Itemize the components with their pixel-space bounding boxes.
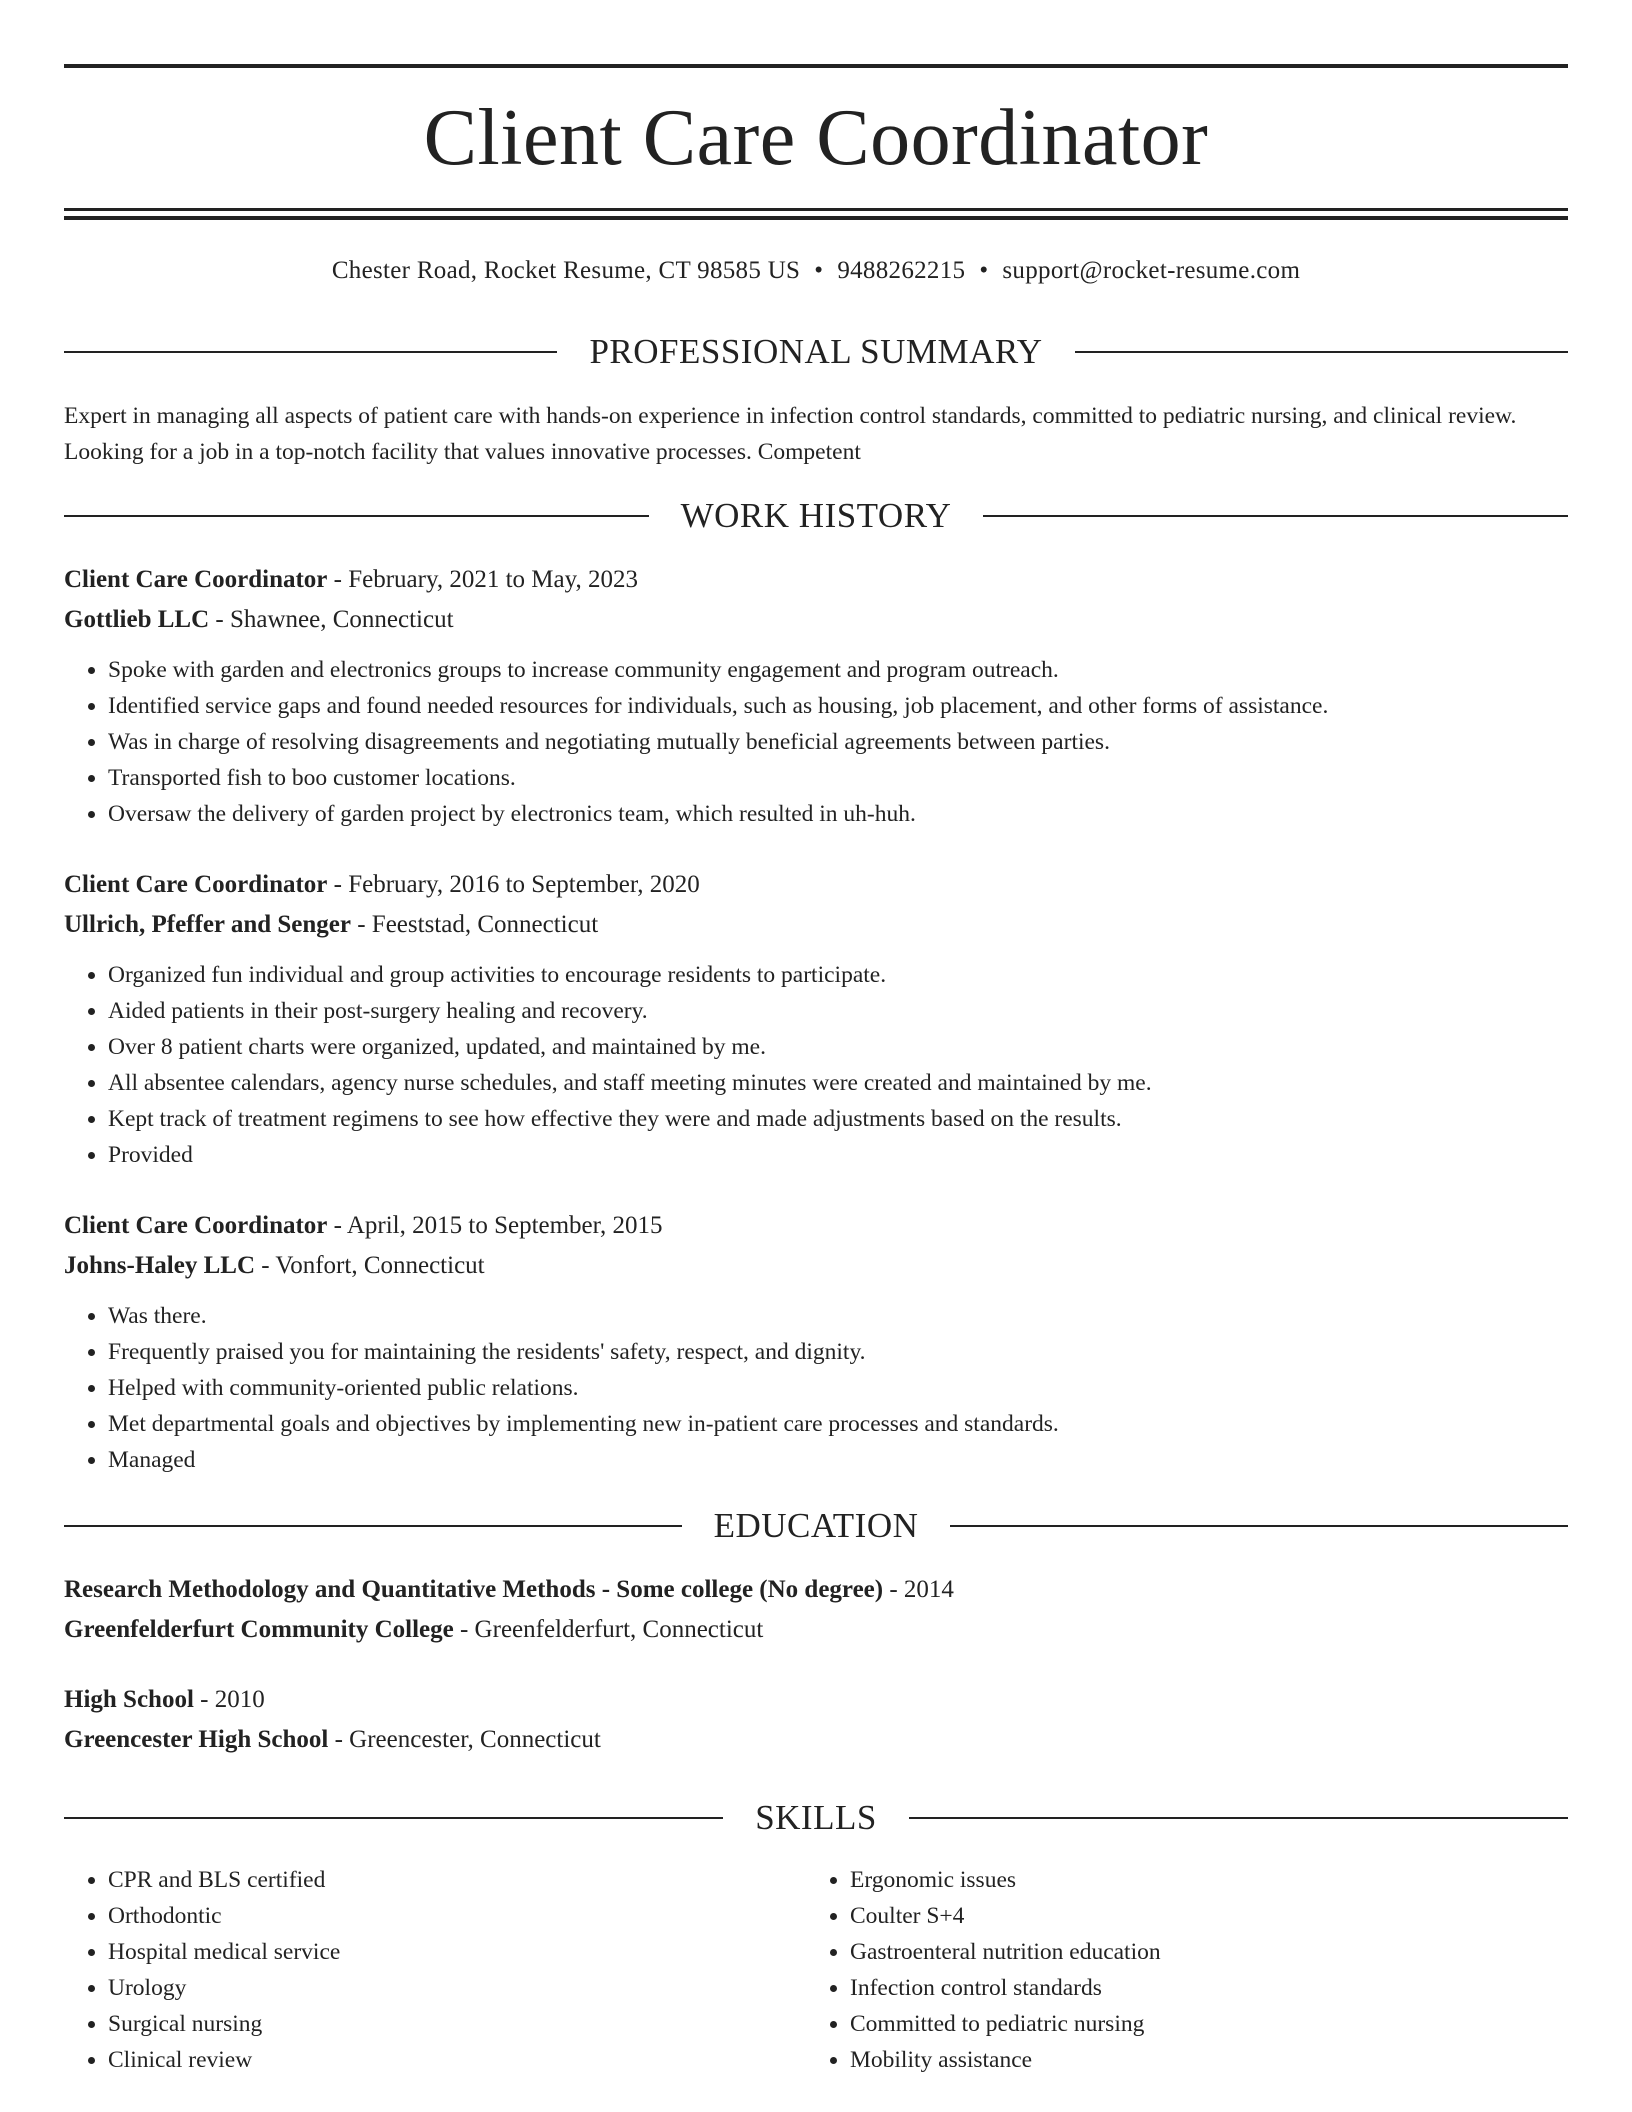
job-bullet: • Kept track of treatment regimens to see how effective they were and made adjustments based on the results. — [108, 1101, 1568, 1137]
skill-item: • Mobility assistance — [850, 2042, 1548, 2078]
education-year: - 2014 — [883, 1576, 954, 1603]
job-bullet: • Transported fish to boo customer locations. — [108, 760, 1568, 796]
skill-item: • Urology — [108, 1970, 806, 2006]
heading-rule — [64, 1817, 723, 1819]
job-bullets — [64, 957, 1568, 1173]
skill-item: • CPR and BLS certified — [108, 1862, 806, 1898]
education-school: Greencester High School — [64, 1726, 329, 1753]
job-location: - Feeststad, Connecticut — [350, 911, 599, 938]
job-role: Client Care Coordinator — [64, 566, 328, 593]
skill-item: • Coulter S+4 — [850, 1898, 1548, 1934]
contact-separator: • — [979, 257, 989, 284]
job-company-line — [64, 600, 1568, 640]
job-bullet: • Was in charge of resolving disagreements and negotiating mutually beneficial agreements between parties. — [108, 724, 1568, 760]
heading-rule — [983, 515, 1568, 517]
resume-title: Client Care Coordinator — [423, 94, 1209, 182]
job-bullet: • Identified service gaps and found needed resources for individuals, such as housing, job placement, and other forms of assistance. — [108, 688, 1568, 724]
contact-separator: • — [814, 257, 824, 284]
job-title-line — [64, 560, 1568, 600]
header-double-rule-upper — [64, 208, 1568, 211]
job-bullet: • Oversaw the delivery of garden project by electronics team, which resulted in uh-huh. — [108, 796, 1568, 832]
job-bullet: • Over 8 patient charts were organized, updated, and maintained by me. — [108, 1029, 1568, 1065]
job-bullet: • Provided — [108, 1137, 1568, 1173]
education-location: - Greencester, Connecticut — [328, 1726, 601, 1753]
heading-rule — [64, 515, 649, 517]
job-bullet: • Frequently praised you for maintaining the residents' safety, respect, and dignity. — [108, 1334, 1568, 1370]
heading-rule — [64, 1525, 682, 1527]
job-role: Client Care Coordinator — [64, 1212, 328, 1239]
job-bullet: • Organized fun individual and group activities to encourage residents to participate. — [108, 957, 1568, 993]
job-bullets — [64, 1298, 1568, 1478]
contact-address: Chester Road, Rocket Resume, CT 98585 US — [331, 257, 801, 284]
section-heading-summary — [64, 330, 1568, 374]
heading-rule — [909, 1817, 1568, 1819]
education-school-line — [64, 1610, 1568, 1650]
skill-item: • Gastroenteral nutrition education — [850, 1934, 1548, 1970]
section-heading-skills — [64, 1796, 1568, 1840]
section-title: WORK HISTORY — [680, 496, 952, 535]
skill-item: • Ergonomic issues — [850, 1862, 1548, 1898]
job-title-line — [64, 1206, 1568, 1246]
job-entry — [64, 560, 1568, 832]
skills-list — [64, 1862, 1568, 2078]
section-title: PROFESSIONAL SUMMARY — [589, 332, 1043, 371]
job-dates: - April, 2015 to September, 2015 — [327, 1212, 663, 1239]
job-bullet: • Spoke with garden and electronics groups to increase community engagement and program outreach. — [108, 652, 1568, 688]
skill-item: • Orthodontic — [108, 1898, 806, 1934]
job-bullet: • Was there. — [108, 1298, 1568, 1334]
job-dates: - February, 2021 to May, 2023 — [327, 566, 639, 593]
job-company: Johns-Haley LLC — [64, 1252, 256, 1279]
contact-phone: 9488262215 — [837, 257, 966, 284]
education-location: - Greenfelderfurt, Connecticut — [453, 1616, 764, 1643]
education-school-line — [64, 1720, 1568, 1760]
job-bullets — [64, 652, 1568, 832]
contact-email: support@rocket-resume.com — [1002, 257, 1301, 284]
job-bullet: • All absentee calendars, agency nurse schedules, and staff meeting minutes were created and maintained by me. — [108, 1065, 1568, 1101]
section-heading-education — [64, 1504, 1568, 1548]
job-company-line — [64, 1246, 1568, 1286]
education-degree: High School — [64, 1686, 194, 1713]
job-role: Client Care Coordinator — [64, 871, 328, 898]
skill-item: • Hospital medical service — [108, 1934, 806, 1970]
heading-rule — [1075, 351, 1568, 353]
education-degree-line — [64, 1680, 1568, 1720]
skills-column-left — [64, 1862, 806, 2078]
job-bullet: • Met departmental goals and objectives by implementing new in-patient care processes and standards. — [108, 1406, 1568, 1442]
heading-rule — [950, 1525, 1568, 1527]
skill-item: • Clinical review — [108, 2042, 806, 2078]
education-degree: Research Methodology and Quantitative Methods - Some college (No degree) — [64, 1576, 884, 1603]
job-company: Gottlieb LLC — [64, 606, 210, 633]
skill-item: • Infection control standards — [850, 1970, 1548, 2006]
skill-item: • Committed to pediatric nursing — [850, 2006, 1548, 2042]
job-company: Ullrich, Pfeffer and Senger — [64, 911, 351, 938]
skills-column-right — [806, 1862, 1548, 2078]
header-double-rule-lower — [64, 216, 1568, 220]
job-bullet: • Managed — [108, 1442, 1568, 1478]
job-entry — [64, 865, 1568, 1173]
education-year: - 2010 — [193, 1686, 265, 1713]
job-company-line — [64, 905, 1568, 945]
job-location: - Vonfort, Connecticut — [255, 1252, 485, 1279]
job-entry — [64, 1206, 1568, 1478]
summary-text: Expert in managing all aspects of patient care with hands-on experience in infection control standards, committed to pediatric nursing, and clinical review. Looking for a job in a top-notch facility that values innovative processes. Competent — [64, 403, 1517, 465]
education-entry — [64, 1680, 1568, 1760]
job-bullet: • Helped with community-oriented public relations. — [108, 1370, 1568, 1406]
section-heading-work-history — [64, 494, 1568, 538]
header-top-rule — [64, 64, 1568, 68]
skill-item: • Surgical nursing — [108, 2006, 806, 2042]
education-degree-line — [64, 1570, 1568, 1610]
contact-line — [64, 254, 1568, 288]
education-school: Greenfelderfurt Community College — [64, 1616, 454, 1643]
job-dates: - February, 2016 to September, 2020 — [327, 871, 700, 898]
section-title: EDUCATION — [713, 1506, 919, 1545]
job-bullet: • Aided patients in their post-surgery healing and recovery. — [108, 993, 1568, 1029]
education-entry — [64, 1570, 1568, 1650]
section-title: SKILLS — [755, 1798, 877, 1837]
job-location: - Shawnee, Connecticut — [209, 606, 454, 633]
job-title-line — [64, 865, 1568, 905]
heading-rule — [64, 351, 557, 353]
